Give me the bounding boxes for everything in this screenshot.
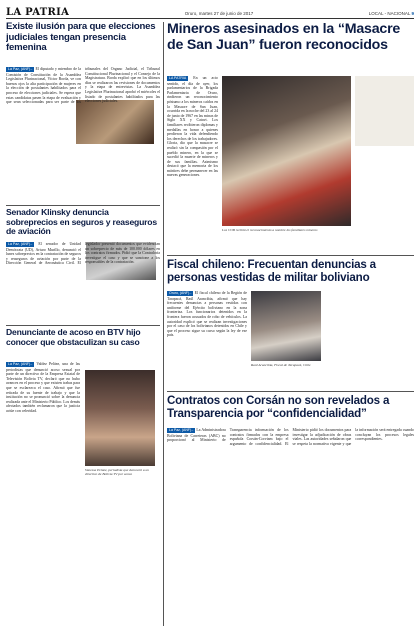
- article-dateline: LA PATRIA: [169, 76, 187, 80]
- article-body: La Paz, (ANF).- El senador de Unidad Demócrata (UD), Arturo Murillo, denunció el lunes sobreprecios en la contratación de seguros y reaseguros de aviación por parte de la Dirección General de Aeronáutica Civil. El legislador presentó documentos que evidencian un sobreprecio de más de 100.000 dólares en los contratos firmados. Pidió que la Contraloría investigue el caso y que se sancione a los responsables de la contratación.: [6, 242, 160, 266]
- article-headline: Senador Klinsky denuncia sobreprecios en seguros y reaseguros de aviación: [6, 208, 157, 237]
- article-body: La Paz, (ANF).- La Administradora Boliviana de Carreteras (ABC) no proporcionó al Ministerio de Transparencia información de los contratos firmados con la empresa española Corsán-Corviam bajo el argumento de confidencialidad. El Ministerio pidió los documentos para investigar la adjudicación de obras viales. Las autoridades señalaron que se respeta la normativa vigente y que la información será entregada cuando concluyan los procesos legales correspondientes.: [167, 428, 414, 446]
- article-dateline: La Paz, (ANF).-: [8, 67, 33, 71]
- article-dateline: La Paz, (ANF).-: [8, 242, 33, 246]
- article-btv-harassment: [6, 328, 160, 626]
- photo-caption: Vanessa Peláez, periodista que denunció a un directivo de Bolivia TV por acoso: [85, 468, 150, 476]
- divider: [167, 391, 414, 392]
- main-photo: [222, 76, 351, 226]
- news-photo: [85, 370, 155, 466]
- section-label: LOCAL - NACIONAL 9: [368, 11, 414, 16]
- dateline: Oruro, martes 27 de junio de 2017: [184, 11, 254, 16]
- article-dateline: Oruro, (ANF).-: [169, 291, 192, 295]
- article-dateline: La Paz, (ANF).-: [8, 362, 33, 366]
- article-dateline: La Paz, (ANF).-: [169, 428, 194, 432]
- article-body: LA PATRIA En un acto sentido, el día de ayer, los parlamentarios de la Brigada Parlamentaria de Oruro, rindieron un reconocimiento póstumo a los mineros caídos en la Masacre de San Juan, ocurrida en la noche del 23 al 24 de junio de 1967 en las minas de Siglo XX y Catavi. Los familiares recibieron diplomas y medallas en honor a quienes perdieron la vida defendiendo los derechos de los trabajadores. Gloria, dio que la masacre se realizó sin la compasión por el pueblo minero, en la que se sucedió la muerte de mineros y de sus familias. Asimismo destacó que la memoria de los mártires debe permanecer en las nuevas generaciones.: [167, 76, 218, 178]
- article-headline: Fiscal chileno: Frecuentan denuncias a personas vestidas de militar boliviano: [167, 258, 376, 284]
- newspaper-logo: LA PATRIA: [6, 7, 70, 18]
- article-chile-fiscal: [167, 258, 414, 388]
- article-headline: Contratos con Corsán no son revelados a Transparencia por “confidencialidad”: [167, 394, 390, 420]
- masthead: [6, 3, 414, 19]
- article-judicial-elections: [6, 22, 160, 202]
- page-number: 9: [411, 11, 414, 16]
- photo-caption: Los COB recibió el reconocimiento a nombre los familiares mineros: [222, 228, 318, 232]
- photo-caption: Raúl Arancibia, Fiscal de Tarapacá, Chile: [251, 363, 311, 367]
- article-body: La Paz, (ANF).- Valdez Peláez, una de las periodistas que denunció acoso sexual por parte de un directivo de la Empresa Estatal de Televisión Bolivia TV, declaró que no hubo avances en el proceso y que existen trabas para que se esclarezca el caso. Afirmó que fue retirada de su fuente de trabajo y que la institución no se pronunció sobre la denuncia realizada ante el Ministerio Público. Los demás afectados también reclamaron que la justicia actúe con celeridad.: [6, 362, 80, 413]
- article-san-juan-massacre: [167, 22, 414, 252]
- article-headline: Existe ilusión para que elecciones judiciales tengan presencia femenina: [6, 22, 156, 53]
- divider: [167, 255, 414, 256]
- main-headline: Mineros asesinados en la “Masacre de San Juan” fueron reconocidos: [167, 22, 401, 53]
- divider: [6, 205, 160, 206]
- article-headline: Denunciante de acoso en BTV hijo conocer que obstaculizan su caso: [6, 328, 141, 347]
- column-divider: [163, 22, 164, 626]
- article-body: Oruro, (ANF).- El fiscal chileno de la Región de Tarapacá, Raúl Arancibia, afirmó que hay frecuentes denuncias a personas vestidas con uniforme del Ejército boliviano en la zona fronteriza. Los funcionarios detenidos en la frontera fueron acusados de robo de vehículos. La autoridad explicó que se realizan investigaciones por el caso de los bolivianos detenidos en Chile y que el proceso sigue su curso según la ley de ese país.: [167, 291, 247, 338]
- article-klinsky: [6, 208, 160, 322]
- news-photo: [251, 291, 321, 361]
- article-body: La Paz, (ANF).- El diputado y miembro de la Comisión de Constitución de la Asamblea Legislativa Plurinacional, Víctor Borda, ve con buenos ojos la alta participación de mujeres en la elección de postulantes habilitados para el proceso de elecciones judiciales. Se espera que estas candidatas pasen la etapa de evaluación y que sean seleccionadas para ser parte de los tribunales del Órgano Judicial, el Tribunal Constitucional Plurinacional y el Consejo de la Magistratura. Borda explicó que en los últimos días se realizaron las revisiones de documentos y la etapa de entrevistas. La Asamblea Legislativa Plurinacional aprobó el miércoles el listado de postulantes habilitados para las elecciones judiciales.: [6, 67, 160, 105]
- divider: [6, 325, 160, 326]
- sidebar-photo: [355, 76, 414, 146]
- article-corsan-contracts: [167, 394, 414, 626]
